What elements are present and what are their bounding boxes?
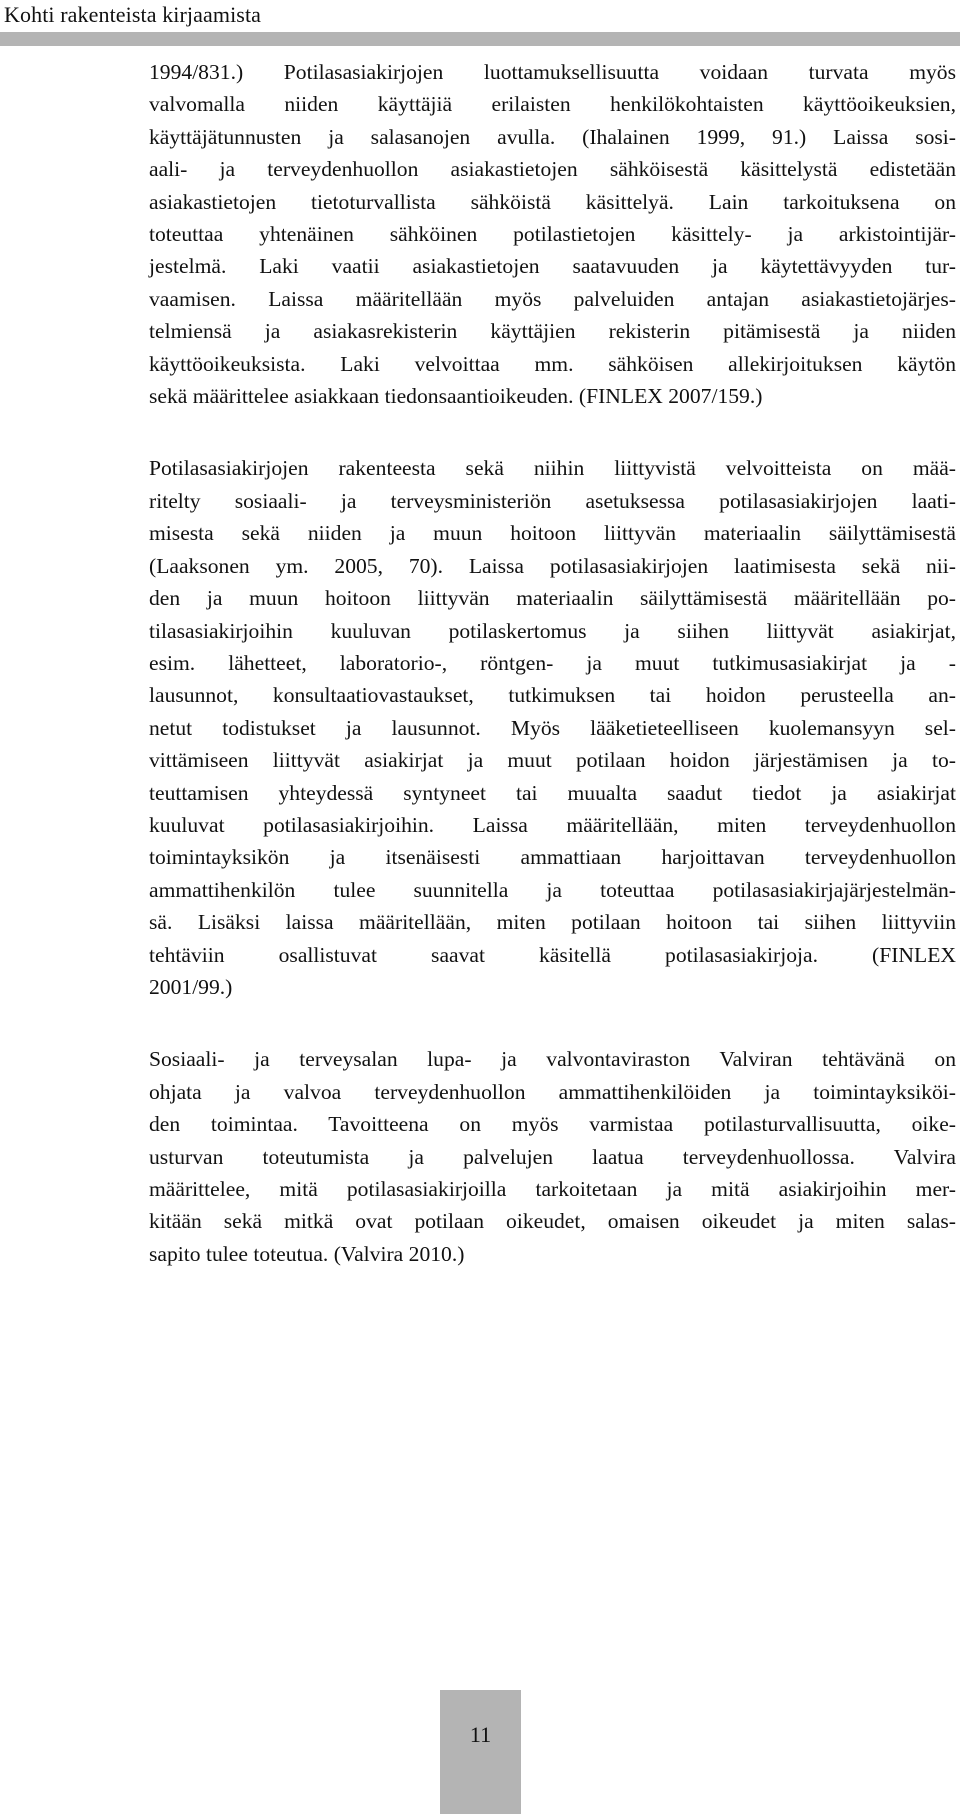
- text-line: vittämiseen liittyvät asiakirjat ja muut potilaan hoidon järjestämisen ja to-: [149, 748, 956, 773]
- text-line: sekä määrittelee asiakkaan tiedonsaantioikeuden. (FINLEX 2007/159.): [149, 384, 763, 409]
- text-line: toimintayksikön ja itsenäisesti ammattiaan harjoittavan terveydenhuollon: [149, 845, 956, 870]
- text-line: aali- ja terveydenhuollon asiakastietojen sähköisestä käsittelystä edistetään: [149, 157, 956, 182]
- text-line: tilasasiakirjoihin kuuluvan potilaskertomus ja siihen liittyvät asiakirjat,: [149, 618, 956, 643]
- text-line: kuuluvat potilasasiakirjoihin. Laissa määritellään, miten terveydenhuollon: [149, 812, 956, 837]
- text-line: toteuttaa yhtenäinen sähköinen potilastietojen käsittely- ja arkistointijär-: [149, 222, 956, 247]
- text-line: 1994/831.) Potilasasiakirjojen luottamuksellisuutta voidaan turvata myös: [149, 60, 956, 84]
- text-line: lausunnot, konsultaatiovastaukset, tutkimuksen tai hoidon perusteella an-: [149, 683, 956, 708]
- body-text: [149, 56, 956, 1310]
- text-line: sapito tulee toteutua. (Valvira 2010.): [149, 1241, 465, 1266]
- text-line: käyttöoikeuksista. Laki velvoittaa mm. sähköisen allekirjoituksen käytön: [149, 351, 956, 376]
- text-line: telmiensä ja asiakasrekisterin käyttäjien rekisterin pitämisestä ja niiden: [149, 319, 956, 344]
- text-line: 2001/99.): [149, 974, 233, 999]
- text-line: kitään sekä mitkä ovat potilaan oikeudet, omaisen oikeudet ja miten salas-: [149, 1209, 956, 1234]
- text-line: ammattihenkilön tulee suunnitella ja toteuttaa potilasasiakirjajärjestelmän-: [149, 877, 956, 902]
- page-number-box: [440, 1690, 521, 1814]
- text-line: käyttäjätunnusten ja salasanojen avulla. (Ihalainen 1999, 91.) Laissa sosi-: [149, 124, 956, 149]
- text-line: den ja muun hoitoon liittyvän materiaalin säilyttämisestä määritellään po-: [149, 586, 956, 611]
- text-line: ritelty sosiaali- ja terveysministeriön asetuksessa potilasasiakirjojen laati-: [149, 488, 956, 513]
- paragraph-3: [149, 1043, 956, 1270]
- text-line: ohjata ja valvoa terveydenhuollon ammattihenkilöiden ja toimintayksiköi-: [149, 1079, 956, 1104]
- text-line: den toimintaa. Tavoitteena on myös varmistaa potilasturvallisuutta, oike-: [149, 1112, 956, 1137]
- text-line: esim. lähetteet, laboratorio-, röntgen- ja muut tutkimusasiakirjat ja -: [149, 650, 956, 675]
- text-line: (Laaksonen ym. 2005, 70). Laissa potilasasiakirjojen laatimisesta sekä nii-: [149, 553, 956, 578]
- text-line: usturvan toteutumista ja palvelujen laatua terveydenhuollossa. Valvira: [149, 1144, 956, 1169]
- text-line: Potilasasiakirjojen rakenteesta sekä niihin liittyvistä velvoitteista on mää-: [149, 456, 956, 481]
- text-line: Sosiaali- ja terveysalan lupa- ja valvontaviraston Valviran tehtävänä on: [149, 1047, 956, 1072]
- text-line: jestelmä. Laki vaatii asiakastietojen saatavuuden ja käytettävyyden tur-: [149, 254, 956, 279]
- running-header: [0, 0, 960, 52]
- text-line: vaamisen. Laissa määritellään myös palveluiden antajan asiakastietojärjes-: [149, 286, 956, 311]
- text-line: valvomalla niiden käyttäjiä erilaisten henkilökohtaisten käyttöoikeuksien,: [149, 92, 956, 117]
- paragraph-1: [149, 56, 956, 412]
- text-line: sä. Lisäksi laissa määritellään, miten potilaan hoitoon tai siihen liittyviin: [149, 910, 956, 935]
- paragraph-2: [149, 452, 956, 1003]
- header-title: Kohti rakenteista kirjaamista: [4, 2, 262, 27]
- text-line: tehtäviin osallistuvat saavat käsitellä potilasasiakirjoja. (FINLEX: [149, 942, 956, 967]
- page-number: 11: [469, 1722, 492, 1747]
- text-line: määrittelee, mitä potilasasiakirjoilla tarkoitetaan ja mitä asiakirjoihin mer-: [149, 1177, 956, 1201]
- text-line: asiakastietojen tietoturvallista sähköistä käsittelyä. Lain tarkoituksena on: [149, 189, 956, 214]
- text-line: teuttamisen yhteydessä syntyneet tai muualta saadut tiedot ja asiakirjat: [149, 780, 956, 805]
- text-line: netut todistukset ja lausunnot. Myös lääketieteelliseen kuolemansyyn sel-: [149, 715, 956, 740]
- text-line: misesta sekä niiden ja muun hoitoon liittyvän materiaalin säilyttämisestä: [149, 521, 956, 546]
- header-rule: [0, 32, 960, 46]
